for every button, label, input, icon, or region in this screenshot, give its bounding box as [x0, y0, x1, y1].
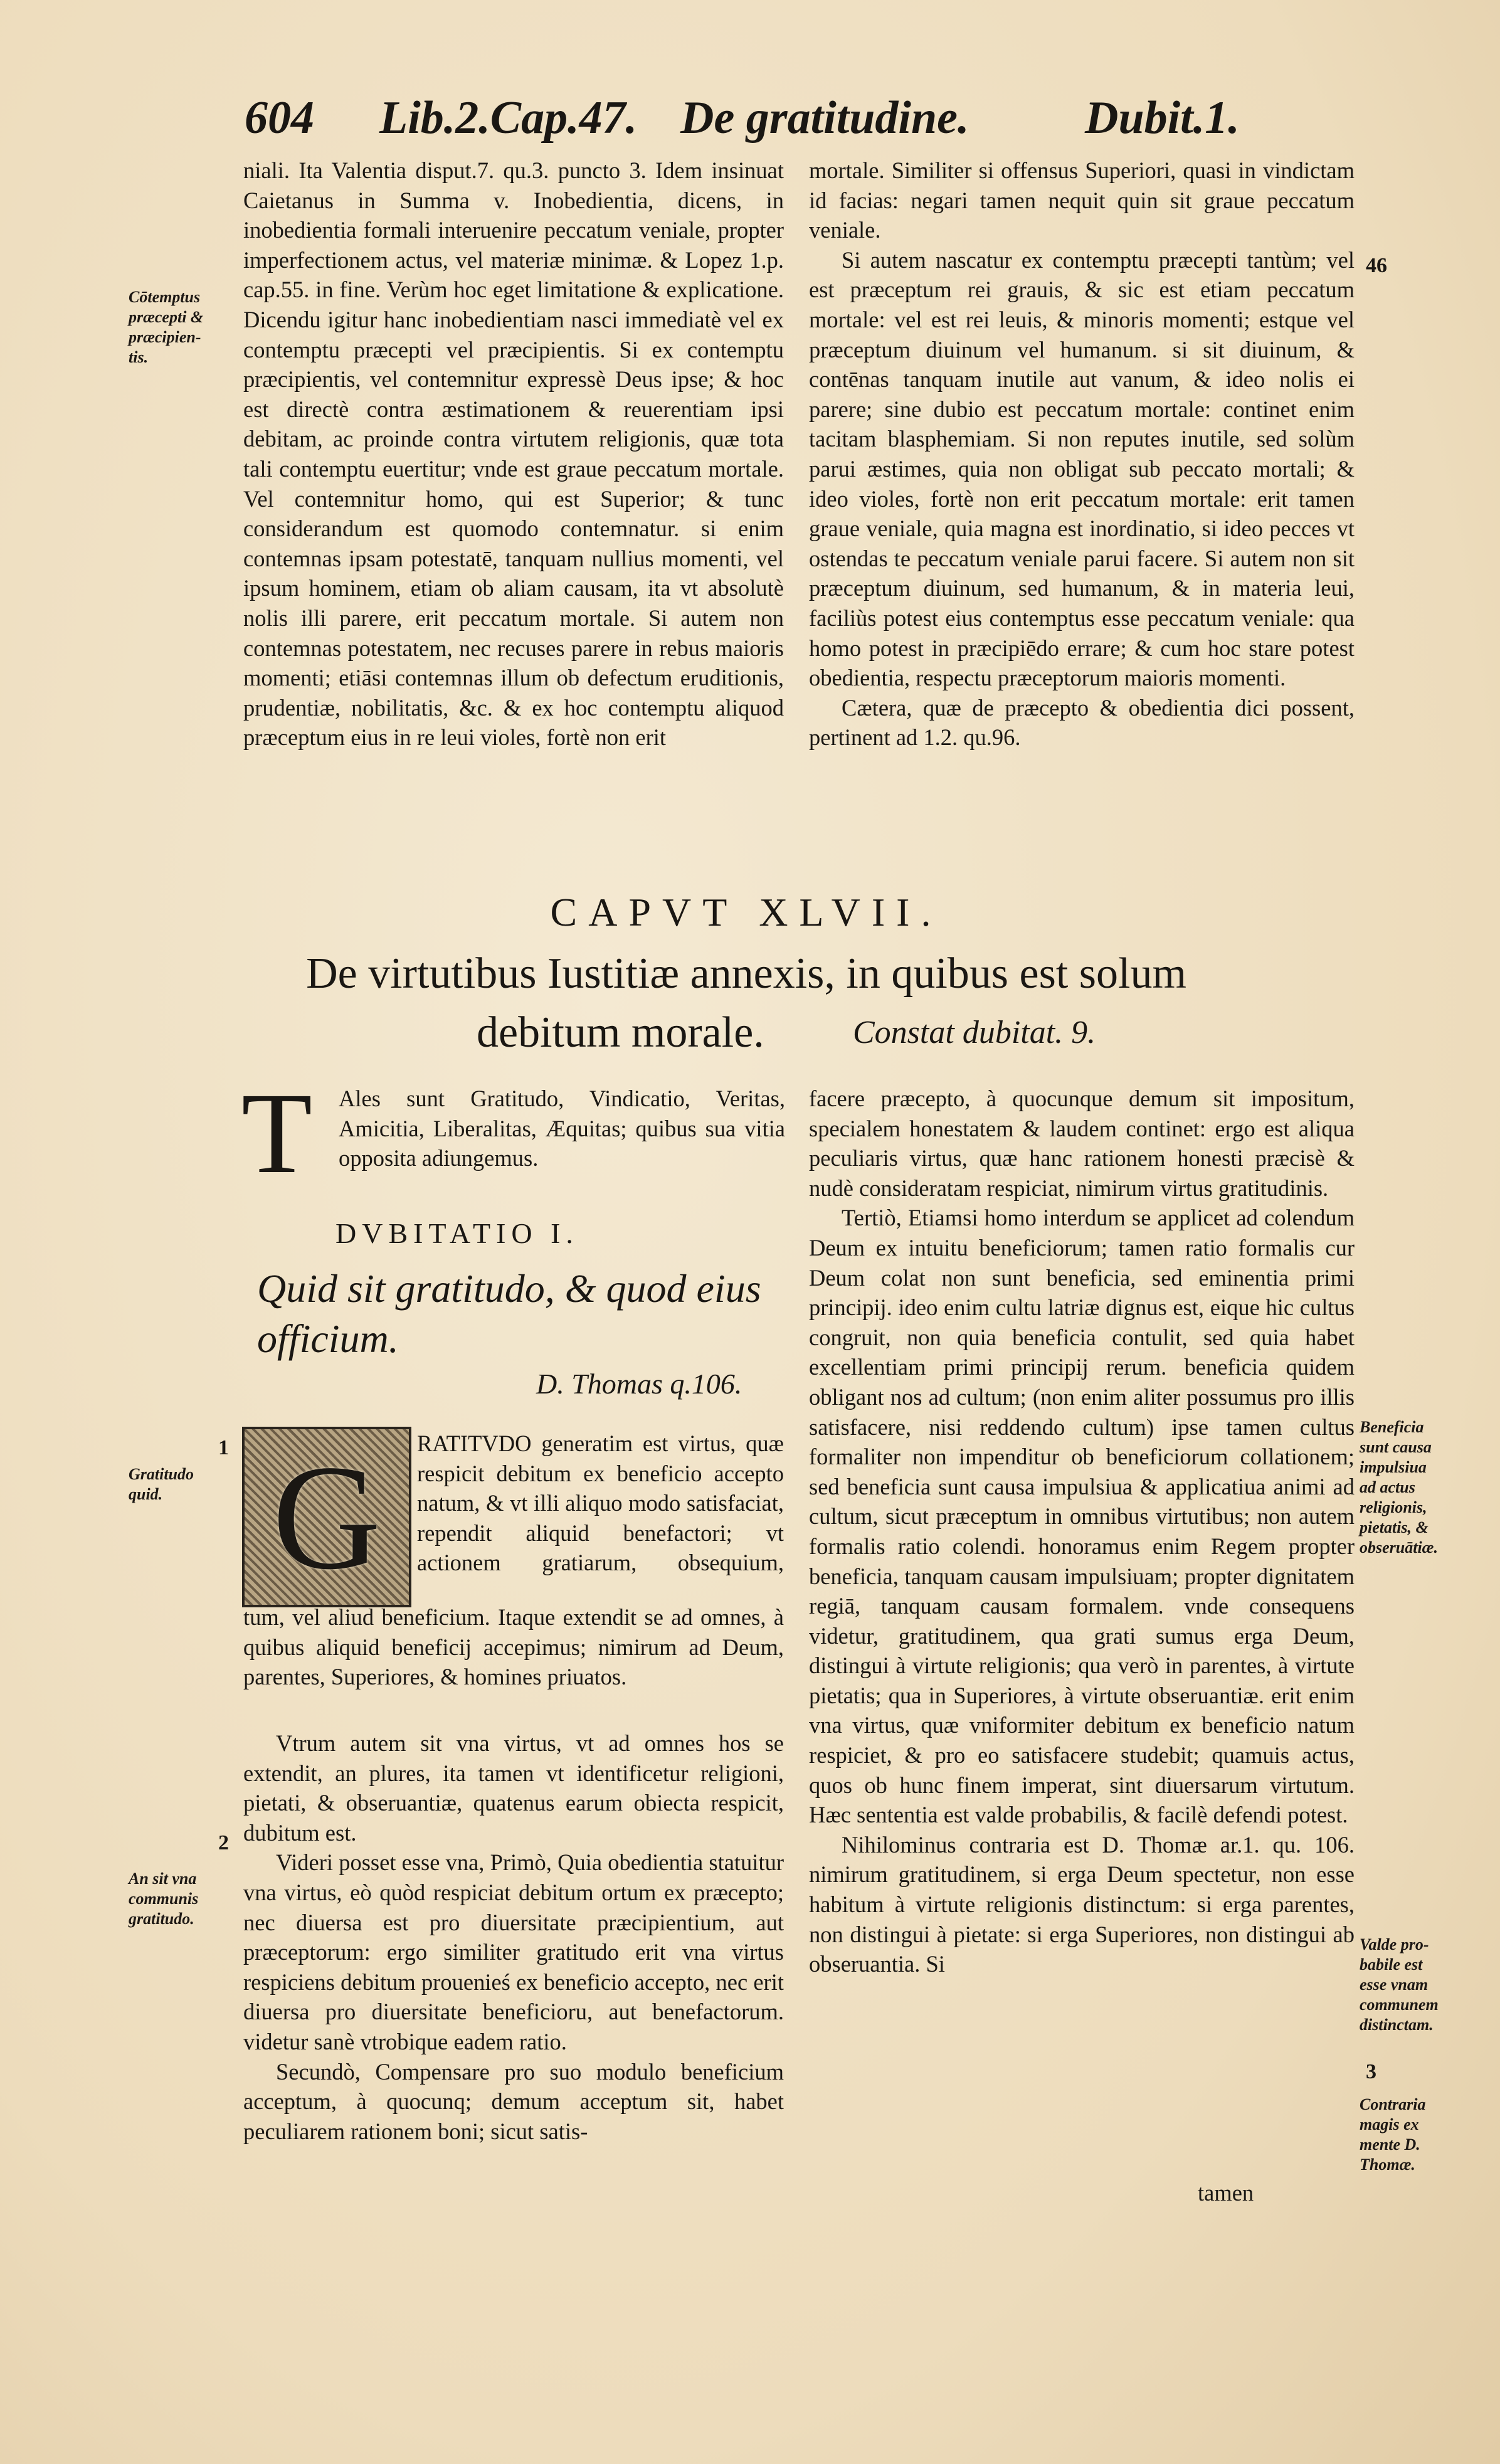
initial-letter: G [272, 1434, 381, 1600]
cross-reference: Constat dubitat. 9. [853, 1015, 1096, 1050]
margin-note-contemptus: Cōtemptus præcepti & præcipien- tis. [129, 288, 204, 366]
bottom-right-column [809, 1084, 1355, 1979]
book-chapter-ref: Lib.2.Cap.47. [379, 92, 638, 144]
paragraph-continued [243, 1429, 784, 1610]
paragraph: Tertiò, Etiamsi homo interdum se applicet ad colendum Deum ex intuitu beneficiorum; tamen ratio formalis cur Deum colat non sunt beneficia, sed eminentia primi principij. ideo enim cultu latriæ dignus est, eique hic cultus congruit, non quia beneficia contulit, sed quia habet excellentiam primi principij rerum. beneficia quidem obligant nos ad cultum; (non enim aliter possumus pro illis satisfacere, nisi reddendo cultum) ipse tamen cultus formaliter non impenditur ob beneficiorum collationem; sed beneficia sunt causa impulsiua & applicatiua animi ad cultum, sicut præceptum in omnibus virtutibus; non autem formalis ratio colendi. honoramus enim Regem propter beneficia, tanquam causam impulsiuam; propter dignitatem regiā, tanquam causam formalem. vnde consequens videtur, gratitudinem, qua grati sumus erga Deum, distingui à virtute religionis; qua verò in parentes, à virtute pietatis; qua in Superiores, à virtute obseruantiæ. erit enim vna virtus, quæ vniformiter debitum ex beneficio natum respiciet, & pro eo satisfacere studebit; quamuis actus, quos ob hunc finem imperat, sint diuersarum virtutum. Hæc sententia est valde probabilis, & facilè defendi potest. [809, 1205, 1355, 1828]
intro-text [339, 1084, 785, 1173]
paragraph: Secundò, Compensare pro suo modulo beneficium acceptum, à quocunq; demum acceptum sit, habet peculiarem rationem boni; sicut satis- [243, 2058, 784, 2144]
drop-cap-t: T [241, 1069, 313, 1198]
paragraph: facere præcepto, à quocunque demum sit impositum, specialem honestatem & laudem continet: ergo est aliqua peculiaris virtus, quæ hanc rationem honesti præcisè & nudè consideratam respiciat, nimirum virtus gratitudinis. [809, 1086, 1355, 1201]
paragraph: Nihilominus contraria est D. Thomæ ar.1. qu. 106. nimirum gratitudinem, si erga Deum spectetur, non esse habitum à virtute religionis distinctum: si erga parentes, non distingui à pietate: si erga Superiores, non distingui ab obseruantia. Si [809, 1831, 1355, 1977]
marginal-number-46: 46 [1366, 254, 1387, 277]
marginal-number-2: 2 [218, 1831, 229, 1854]
margin-note-valde: Valde pro- babile est esse vnam communem distinctam. [1360, 1935, 1439, 2034]
margin-note-an-sit: An sit vna communis gratitudo. [129, 1869, 199, 1928]
running-title: De gratitudine. [680, 92, 969, 144]
running-header [245, 88, 1254, 157]
paragraph: Si autem nascatur ex contemptu præcepti tantùm; vel est præceptum rei grauis, & sic est etiam peccatum mortale: vel est rei leuis, & minoris momenti; estque vel præceptum diuinum vel humanum. si sit diuinum, & contēnas tanquam inutile aut vanum, & ideo nolis ei parere; sine dubio est peccatum mortale: continet enim tacitam blasphemiam. Si non reputes inutile, sed solùm parui æstimes, quia non obligat sub peccato mortali; & ideo violes, fortè non erit peccatum mortale: erit tamen graue veniale, quia magna est inordinatio, si ideo pecces vt ostendas te peccatum veniale parui facere. Si autem non sit præceptum diuinum, sed humanum, & in materia leui, faciliùs potest eius contemptus esse peccatum veniale: qua homo potest in præcipiēdo errare; & cum hoc stare potest obedientia, respectu præceptorum maioris momenti. [809, 246, 1355, 691]
margin-note-gratitudo: Gratitudo quid. [129, 1465, 194, 1503]
dubitatio-label: DVBITATIO I. [335, 1217, 579, 1249]
top-right-column [809, 156, 1355, 753]
marginal-number-1: 1 [218, 1436, 229, 1459]
chapter-title-line1: De virtutibus Iustitiæ annexis, in quibus est solum [306, 949, 1186, 998]
paragraph: Vtrum autem sit vna virtus, vt ad omnes hos se extendit, an plures, ita tamen vt identificetur religioni, pietati, & obseruantiæ, quatenus earum obiecta respicit, dubitum est. [243, 1730, 784, 1846]
catchword: tamen [1198, 2180, 1254, 2206]
paragraph: tum, vel aliud beneficium. Itaque extendit se ad omnes, à quibus aliquid beneficij accepimus; nimirum ad Deum, parentes, Superiores, & homines priuatos. [243, 1604, 784, 1690]
section-ref: Dubit.1. [1085, 92, 1240, 144]
page-number: 604 [245, 92, 314, 144]
margin-note-contraria: Contraria magis ex mente D. Thomæ. [1360, 2095, 1426, 2174]
paragraph: Cætera, quæ de præcepto & obedientia dici possent, pertinent ad 1.2. qu.96. [809, 694, 1355, 751]
top-left-column [243, 156, 784, 753]
paragraph: niali. Ita Valentia disput.7. qu.3. puncto 3. Idem insinuat Caietanus in Summa v. Inobedientia, dicens, in inobedientia formali interuenire peccatum veniale, propter imperfectionem actus, vel materiæ minimæ. & Lopez 1.p. cap.55. in fine. Verùm hoc eget limitatione & explicatione. Dicendu igitur hanc inobedientiam nasci immediatè vel ex contemptu præcepti vel præcipientis. Si ex contemptu præcipientis, vel contemnitur expressè Deus ipse; & hoc est directè contra æstimationem & reuerentiam ipsi debitam, ac proinde contra virtutem religionis, quæ tota tali contemptu euertitur; vnde est graue peccatum mortale. Vel contemnitur homo, qui est Superior; & tunc considerandum est quomodo contemnatur. si enim contemnas ipsam potestatē, tanquam nullius momenti, vel ipsum hominem, etiam ob aliam causam, ita vt absolutè nolis illi parere, erit peccatum mortale. Si autem non contemnas potestatem, nec recuses parere in rebus maioris momenti; etiāsi contemnas illum ob defectum eruditionis, prudentiæ, nobilitatis, &c. & ex hoc contemptu aliquod præceptum eius in re leui violes, fortè non erit [243, 157, 784, 751]
margin-note-beneficia: Beneficia sunt causa impulsiua ad actus religionis, pietatis, & obseruātiæ. [1360, 1418, 1438, 1557]
paragraph: Videri posset esse vna, Primò, Quia obedientia statuitur vna virtus, eò quòd respiciat debitum ortum ex præcepto; nec diuersa est pro diuersitate præcipientium, aut præceptorum: ergo similiter gratitudo erit vna virtus respiciens debitum prouenieś ex beneficio accepto, nec erit diuersa pro diuersitate beneficioru, aut benefactorum. videtur sanè vtrobique eadem ratio. [243, 1849, 784, 2054]
bottom-left-column [243, 1429, 784, 1692]
source-reference: D. Thomas q.106. [536, 1368, 742, 1400]
paragraph: RATITVDO generatim est virtus, quæ respicit debitum ex beneficio accepto natum, & vt illi aliquo modo satisfaciat, rependit aliquid benefactori; vt actionem gratiarum, obsequium, [417, 1430, 784, 1576]
paragraph: mortale. Similiter si offensus Superiori, quasi in vindictam id facias: negari tamen nequit quin sit graue peccatum veniale. [809, 157, 1355, 243]
marginal-number-3: 3 [1366, 2060, 1376, 2083]
question-title: Quid sit gratitudo, & quod eius officium. [257, 1266, 761, 1361]
paragraph: Ales sunt Gratitudo, Vindicatio, Veritas, Amicitia, Liberalitas, Æquitas; quibus sua vitia opposita adiungemus. [339, 1086, 785, 1171]
bottom-left-paragraphs [243, 1728, 784, 2146]
chapter-title-text: debitum morale. [477, 1008, 764, 1057]
chapter-label: CAPVT XLVII. [550, 890, 943, 934]
